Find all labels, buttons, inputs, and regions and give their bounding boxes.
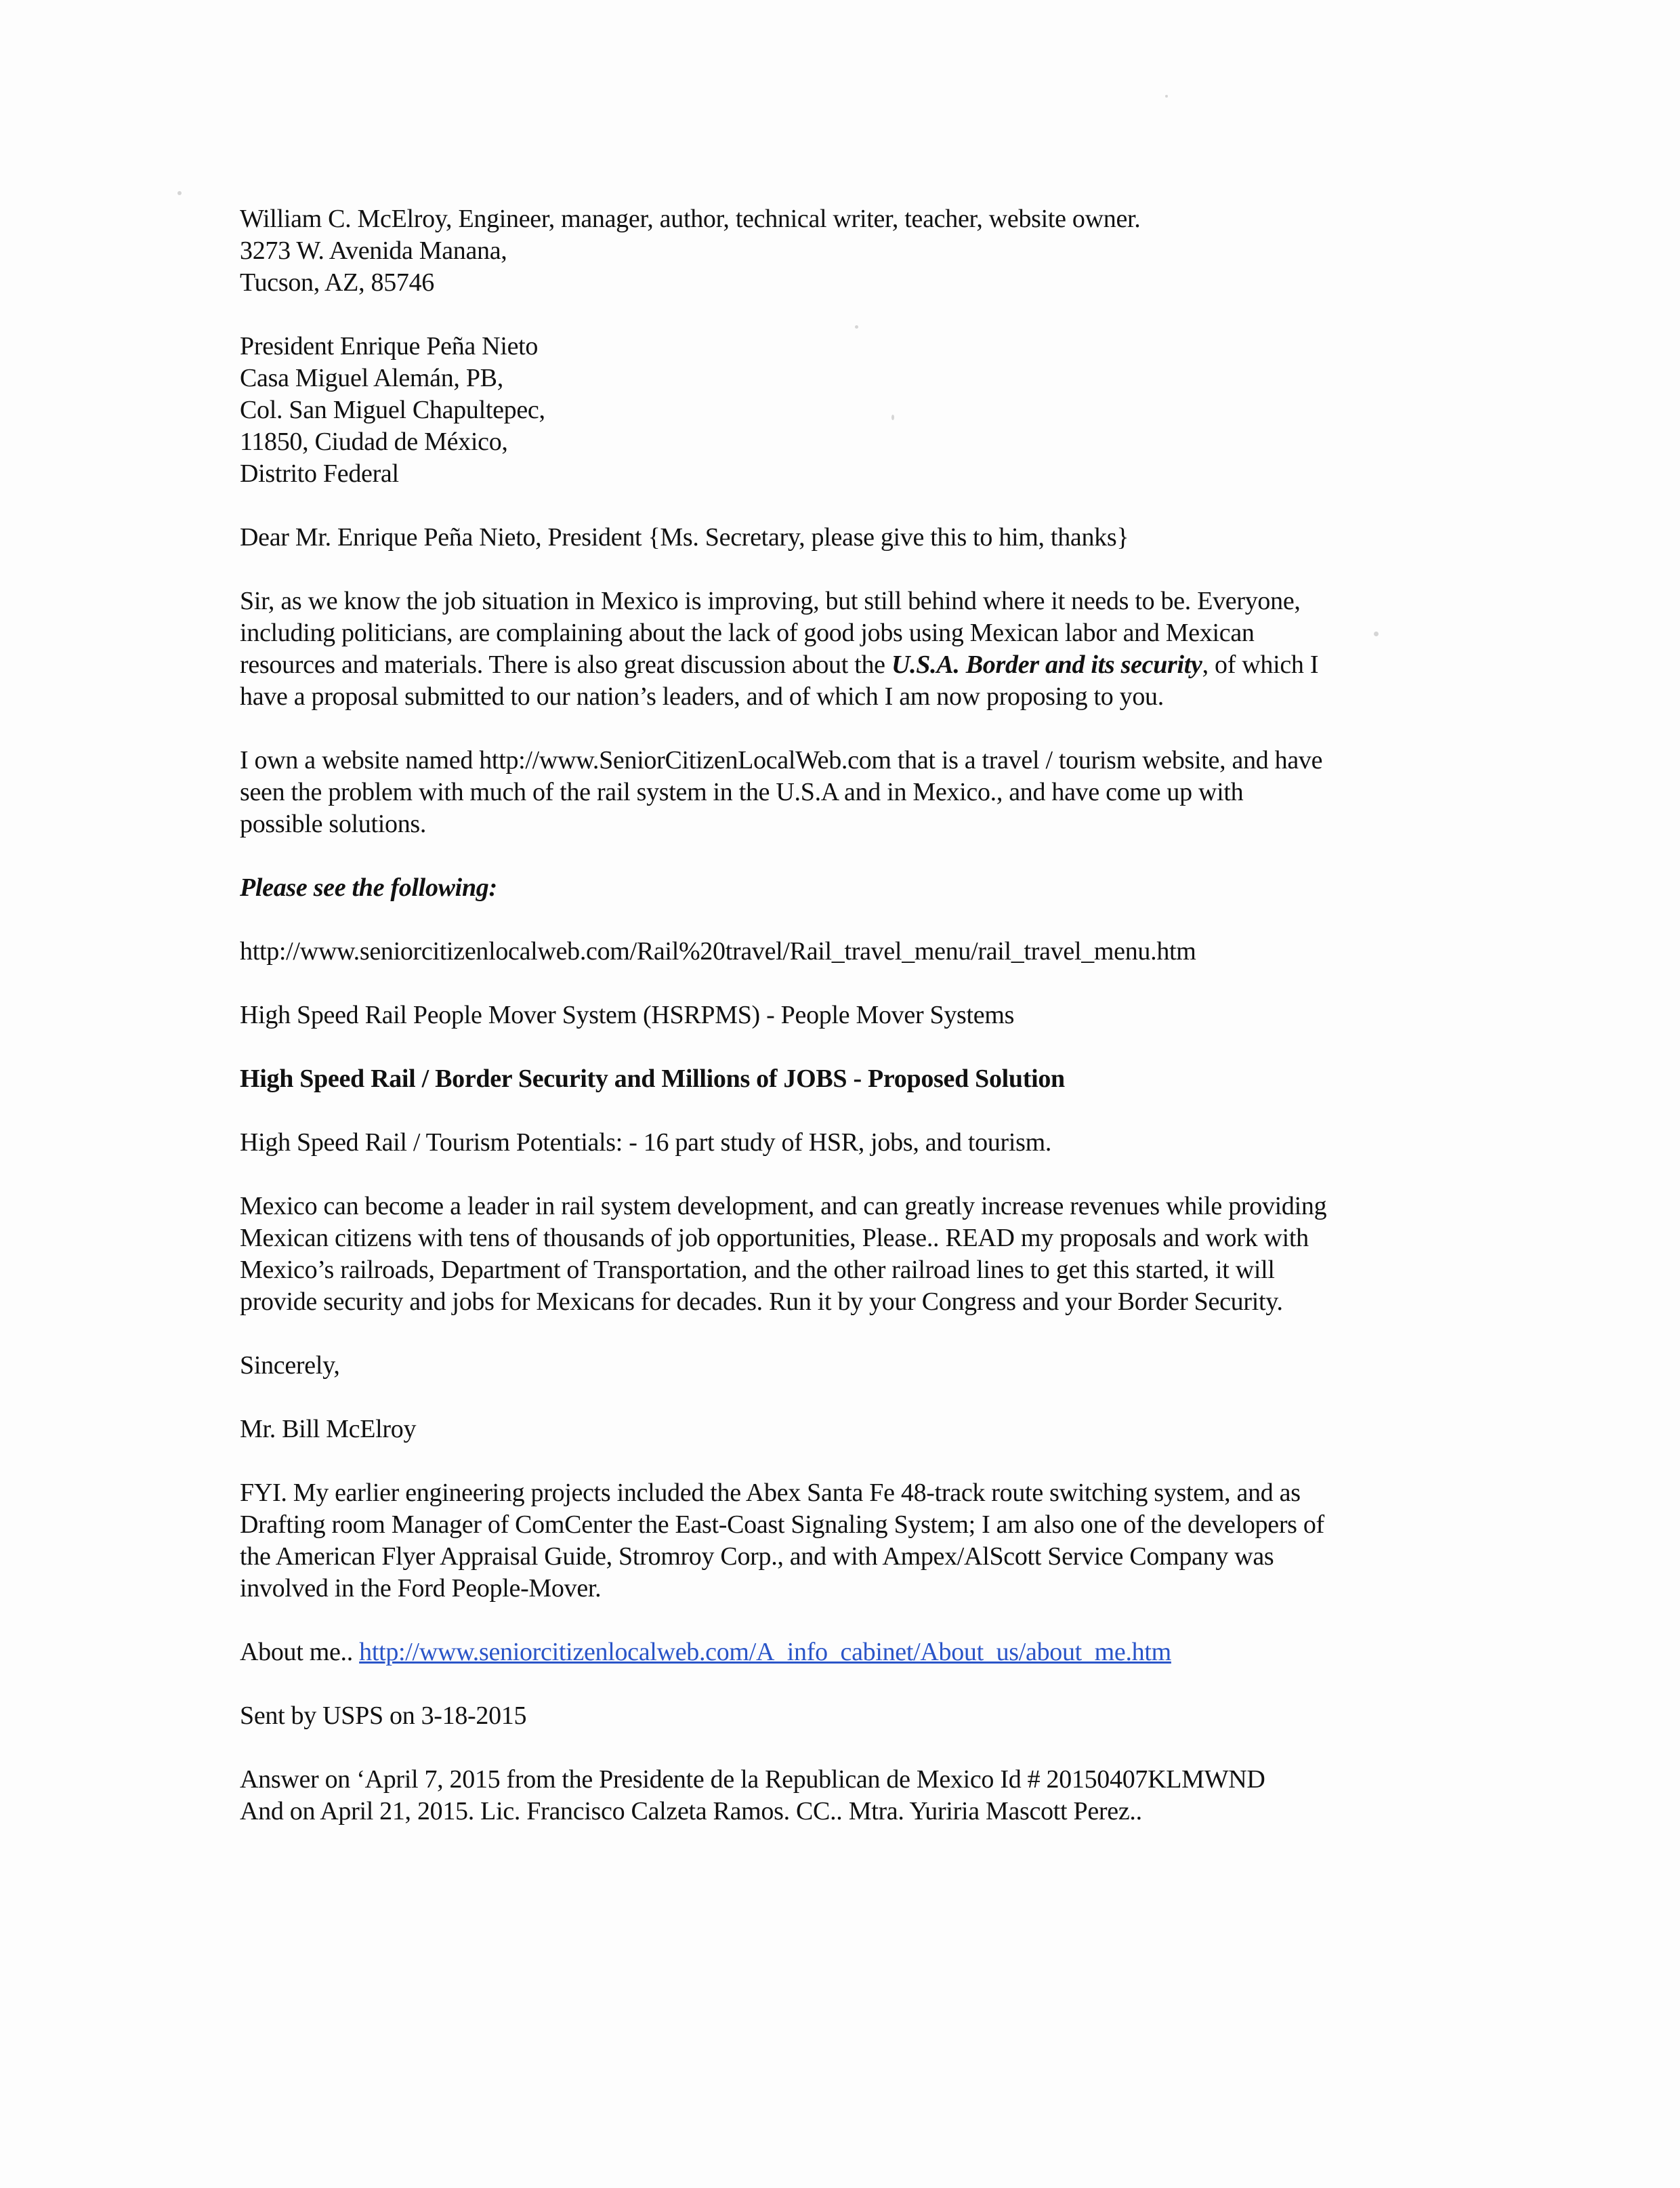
sender-city: Tucson, AZ, 85746 <box>240 268 434 297</box>
about-me-label: About me.. <box>240 1638 360 1666</box>
answer-line: And on April 21, 2015. Lic. Francisco Calzeta Ramos. CC.. Mtra. Yuriria Mascott Perez.. <box>240 1797 1142 1825</box>
sender-name-line: William C. McElroy, Engineer, manager, author, technical writer, teacher, website owner. <box>240 205 1141 233</box>
rail-travel-url: http://www.seniorcitizenlocalweb.com/Rail%20travel/Rail_travel_menu/rail_travel_menu.htm <box>240 937 1196 966</box>
please-see-heading <box>240 872 1459 904</box>
paragraph-line: including politicians, are complaining about the lack of good jobs using Mexican labor and Mexican <box>240 619 1255 647</box>
paragraph-line: FYI. My earlier engineering projects included the Abex Santa Fe 48-track route switching system, and as <box>240 1479 1301 1507</box>
paragraph-line: I own a website named http://www.SeniorCitizenLocalWeb.com that is a travel / tourism website, and have <box>240 746 1323 775</box>
paragraph-text: resources and materials. There is also great discussion about the <box>240 651 891 679</box>
border-security-emphasis: U.S.A. Border and its security <box>891 651 1202 679</box>
paragraph-line: Mexico can become a leader in rail system development, and can greatly increase revenues while providing <box>240 1192 1327 1220</box>
paragraph-line: possible solutions. <box>240 810 427 838</box>
sent-note <box>240 1700 1459 1732</box>
letter-body <box>240 203 1459 1859</box>
paragraph-line: involved in the Ford People-Mover. <box>240 1574 602 1603</box>
paragraph-line: have a proposal submitted to our nation’s leaders, and of which I am now proposing to you. <box>240 682 1164 711</box>
recipient-address <box>240 331 1459 490</box>
sender-address <box>240 203 1459 299</box>
closing-text: Sincerely, <box>240 1351 340 1380</box>
please-see-text: Please see the following: <box>240 873 497 902</box>
recipient-name: President Enrique Peña Nieto <box>240 332 539 360</box>
signature-name: Mr. Bill McElroy <box>240 1415 417 1443</box>
paragraph-line: seen the problem with much of the rail system in the U.S.A and in Mexico., and have come up with <box>240 778 1244 806</box>
recipient-street: Casa Miguel Alemán, PB, <box>240 364 503 392</box>
recipient-district: Distrito Federal <box>240 459 399 488</box>
sent-text: Sent by USPS on 3-18-2015 <box>240 1701 527 1730</box>
paragraph-line: Drafting room Manager of ComCenter the East-Coast Signaling System; I am also one of the developers of <box>240 1510 1324 1539</box>
scan-speck <box>1165 95 1168 98</box>
rail-url-block <box>240 936 1459 968</box>
paragraph-line <box>240 649 1459 681</box>
item-text: High Speed Rail / Tourism Potentials: - 16 part study of HSR, jobs, and tourism. <box>240 1128 1052 1157</box>
paragraph-proposal <box>240 1191 1459 1318</box>
scan-speck <box>177 191 182 195</box>
paragraph-line: the American Flyer Appraisal Guide, Stromroy Corp., and with Ampex/AlScott Service Company was <box>240 1542 1274 1571</box>
closing <box>240 1350 1459 1382</box>
paragraph-website <box>240 745 1459 840</box>
recipient-colony: Col. San Miguel Chapultepec, <box>240 396 545 424</box>
item-text-bold: High Speed Rail / Border Security and Millions of JOBS - Proposed Solution <box>240 1065 1065 1093</box>
about-me-line <box>240 1636 1459 1668</box>
paragraph-line: Mexico’s railroads, Department of Transportation, and the other railroad lines to get this started, it will <box>240 1256 1275 1284</box>
paragraph-fyi <box>240 1477 1459 1605</box>
paragraph-intro <box>240 585 1459 713</box>
item-border-security <box>240 1063 1459 1095</box>
answer-note <box>240 1764 1459 1828</box>
paragraph-line: provide security and jobs for Mexicans for decades. Run it by your Congress and your Border Security. <box>240 1287 1283 1316</box>
recipient-city: 11850, Ciudad de México, <box>240 428 508 456</box>
item-text: High Speed Rail People Mover System (HSRPMS) - People Mover Systems <box>240 1001 1015 1029</box>
paragraph-text: , of which I <box>1202 651 1319 679</box>
paragraph-line: Mexican citizens with tens of thousands of job opportunities, Please.. READ my proposals and work with <box>240 1224 1309 1252</box>
salutation <box>240 522 1459 554</box>
sender-street: 3273 W. Avenida Manana, <box>240 236 507 265</box>
paragraph-line: Sir, as we know the job situation in Mexico is improving, but still behind where it needs to be. Everyone, <box>240 587 1301 615</box>
about-me-link[interactable]: http://www.seniorcitizenlocalweb.com/A_info_cabinet/About_us/about_me.htm <box>359 1638 1171 1666</box>
item-tourism <box>240 1127 1459 1159</box>
about-me <box>240 1636 1459 1668</box>
salutation-text: Dear Mr. Enrique Peña Nieto, President {Ms. Secretary, please give this to him, thanks} <box>240 523 1129 552</box>
item-people-mover <box>240 999 1459 1031</box>
answer-line: Answer on ‘April 7, 2015 from the Presidente de la Republican de Mexico Id # 20150407KLMWND <box>240 1765 1265 1794</box>
signature <box>240 1413 1459 1445</box>
